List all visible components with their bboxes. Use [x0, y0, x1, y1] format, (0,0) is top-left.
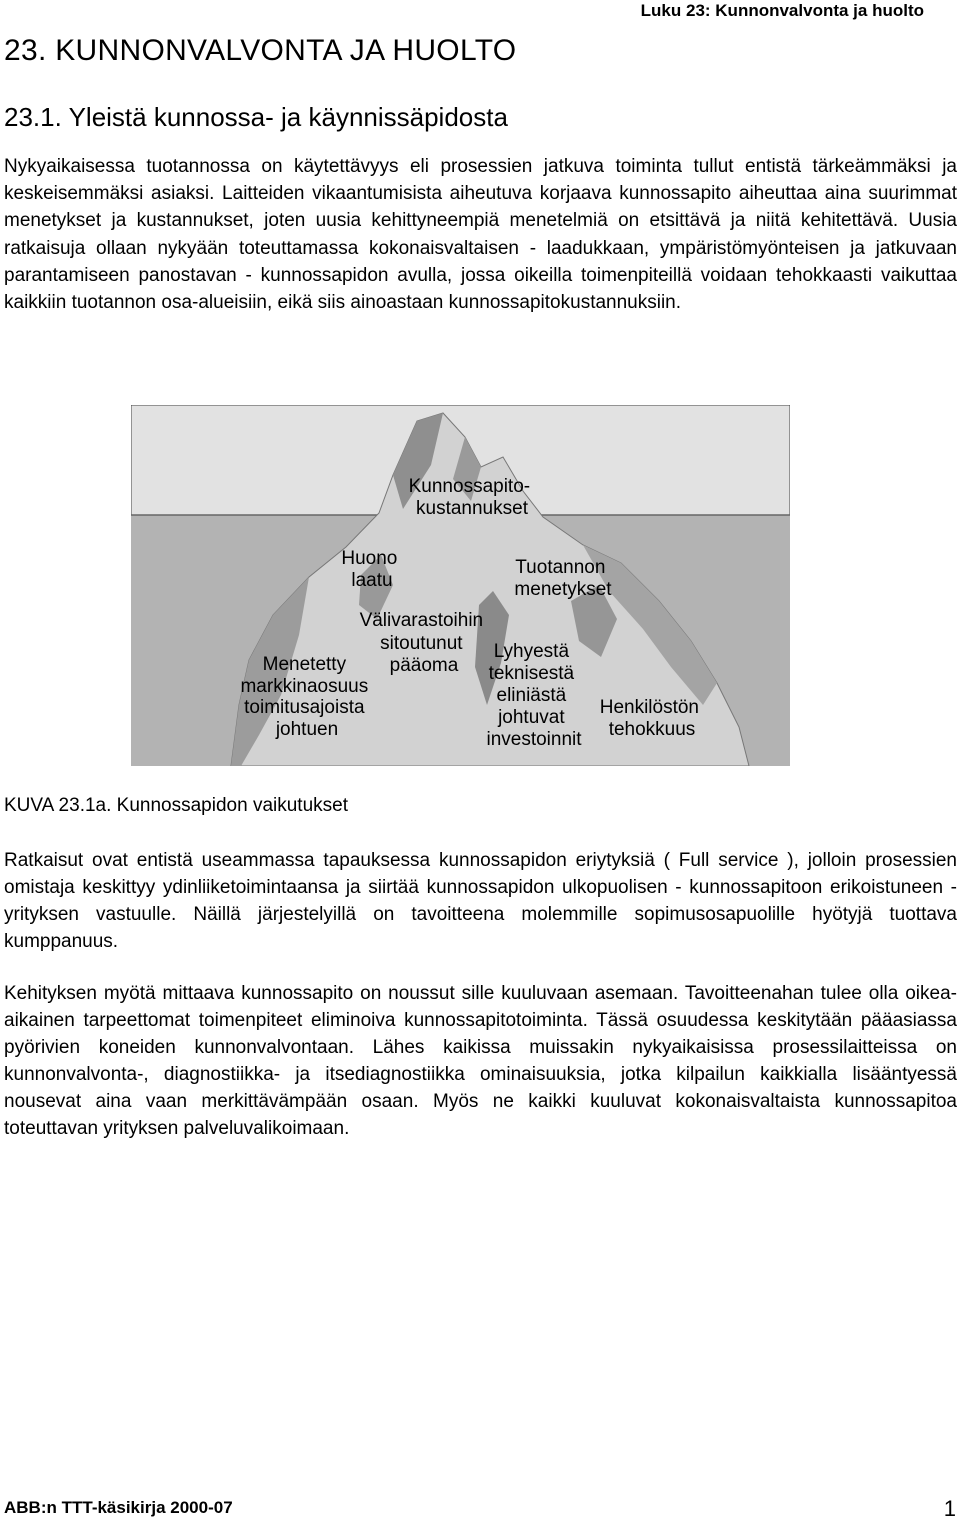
iceberg-labels	[131, 405, 790, 766]
label-kunnossapito: Kunnossapito- kustannukset	[408, 476, 531, 519]
chapter-title: 23. KUNNONVALVONTA JA HUOLTO	[4, 34, 517, 67]
label-valivarastot: Välivarastoihin sitoutunut pääoma	[359, 610, 484, 676]
iceberg-figure	[131, 405, 790, 766]
page-number: 1	[943, 1496, 956, 1521]
footer-document-name: ABB:n TTT-käsikirja 2000-07	[4, 1498, 233, 1517]
outsourcing-paragraph: Ratkaisut ovat entistä useammassa tapauksessa kunnossapidon eriytyksiä ( Full service ), jolloin prosessien omistaja keskittyy ydinliiketoimintaansa ja siirtää kunnossapidon ulkopuolisen - kunnossapitoon erikoistuneen - yrityksen vastuulle. Näillä järjestelyillä on tavoitteena molemmille sopimusosapuolille hyötyjä tuottava kumppanuus.	[4, 850, 957, 952]
section-title: 23.1. Yleistä kunnossa- ja käynnissäpidosta	[4, 102, 508, 132]
label-lyhyesta-eliniasta: Lyhyestä teknisestä eliniästä johtuvat investoinnit	[486, 641, 582, 750]
label-huono-laatu: Huono laatu	[341, 548, 398, 591]
label-tuotannon-menetykset: Tuotannon menetykset	[514, 557, 612, 600]
label-menetetty-markkinaosuus: Menetetty markkinaosuus toimitusajoista johtuen	[240, 654, 369, 740]
intro-paragraph: Nykyaikaisessa tuotannossa on käytettävyys eli prosessien jatkuva toiminta tullut entistä tärkeämmäksi ja keskeisemmäksi asiaksi. Laitteiden vikaantumisista aiheutuva korjaava kunnossapito aiheuttaa aina suurimmat menetykset ja kustannukset, joten uusia kehittyneempiä menetelmiä on etsittävä ja niitä kehitettävä. Uusia ratkaisuja ollaan nykyään toteuttamassa kokonaisvaltaisen - laadukkaan, ympäristömyönteisen ja jatkuvaan parantamiseen panostavan - kunnossapidon avulla, jossa oikeilla toimenpiteillä voidaan tehokkaasti vaikuttaa kaikkiin tuotannon osa-alueisiin, eikä siis ainoastaan kunnossapitokustannuksiin.	[4, 156, 957, 314]
figure-caption: KUVA 23.1a. Kunnossapidon vaikutukset	[4, 795, 348, 816]
condition-monitoring-paragraph: Kehityksen myötä mittaava kunnossapito on noussut sille kuuluvaan asemaan. Tavoitteenahan tulee olla oikea-aikainen tarpeettomat toimenpiteet eliminoiva kunnossapitotoiminta. Tässä osuudessa keskitytään pääasiassa pyörivien koneiden kunnonvalvontaan. Lähes kaikissa muissakin nykyaikaisissa prosessilaitteissa on kunnonvalvonta-, diagnostiikka- ja itsediagnostiikka ominaisuuksia, jotka kilpailun kaikkialla lisääntyessä nousevat aina vaan merkittävämpään osaan. Myös ne kaikki kuuluvat kokonaisvaltaista kunnossapitoa toteuttavan yrityksen palveluvalikoimaan.	[4, 983, 957, 1139]
label-henkiloston-tehokkuus: Henkilöstön tehokkuus	[599, 697, 699, 740]
running-header: Luku 23: Kunnonvalvonta ja huolto	[640, 1, 924, 20]
